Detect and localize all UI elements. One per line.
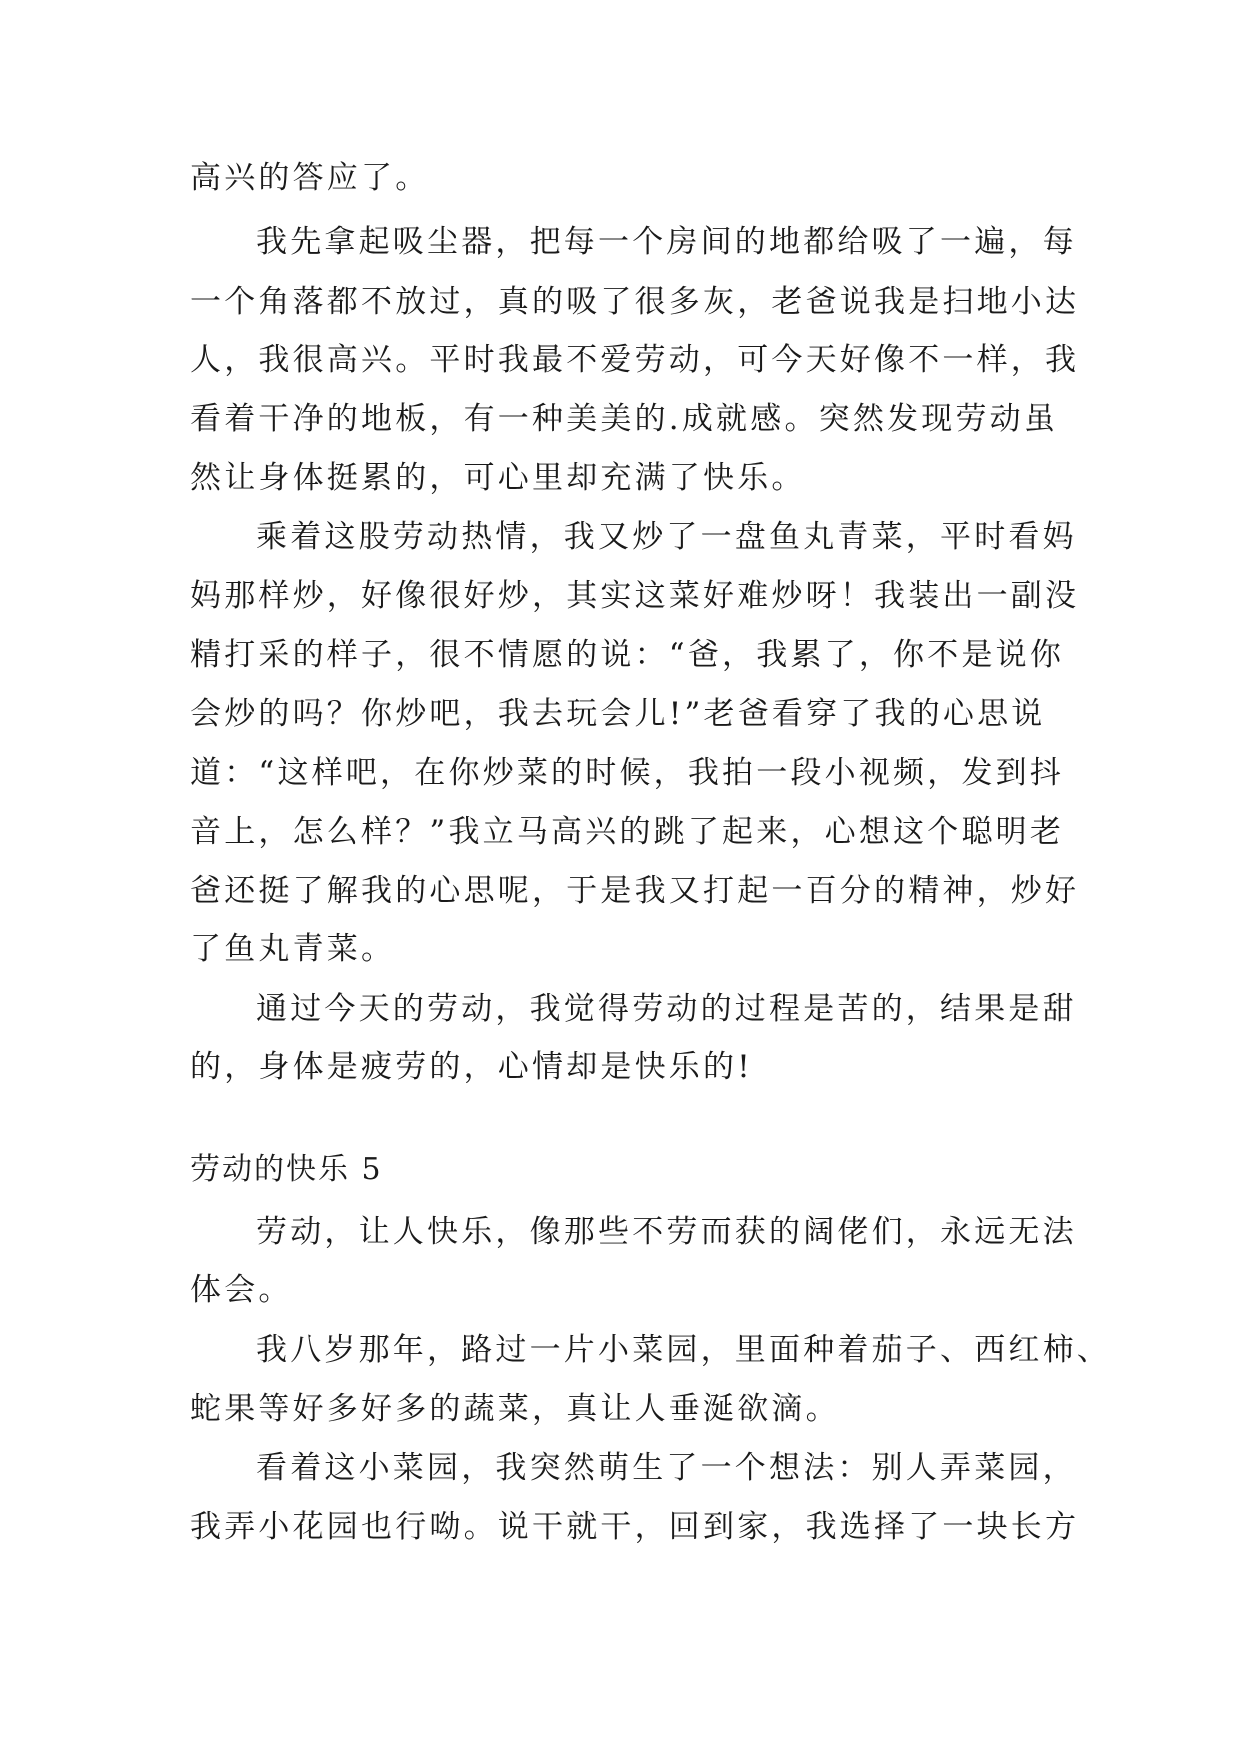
text-line: 音上，怎么样？”我立马高兴的跳了起来，心想这个聪明老 bbox=[190, 814, 1065, 850]
text-line: 我弄小花园也行呦。说干就干，回到家，我选择了一块长方 bbox=[190, 1509, 1080, 1545]
text-line: 会炒的吗？你炒吧，我去玩会儿!”老爸看穿了我的心思说 bbox=[190, 696, 1046, 732]
text-line: 一个角落都不放过，真的吸了很多灰，老爸说我是扫地小达 bbox=[190, 284, 1080, 320]
text-line: 看着干净的地板，有一种美美的.成就感。突然发现劳动虽 bbox=[190, 401, 1059, 437]
text-line: 然让身体挺累的，可心里却充满了快乐。 bbox=[190, 460, 806, 496]
text-line: 体会。 bbox=[190, 1272, 293, 1308]
text-line: 蛇果等好多好多的蔬菜，真让人垂涎欲滴。 bbox=[190, 1391, 840, 1427]
paragraph-first-line: 乘着这股劳动热情，我又炒了一盘鱼丸青菜，平时看妈 bbox=[256, 519, 1077, 555]
text-line: 爸还挺了解我的心思呢，于是我又打起一百分的精神，炒好 bbox=[190, 873, 1080, 909]
paragraph-first-line: 我先拿起吸尘器，把每一个房间的地都给吸了一遍，每 bbox=[256, 224, 1077, 260]
text-line: 妈那样炒，好像很好炒，其实这菜好难炒呀！我装出一副没 bbox=[190, 578, 1080, 614]
text-line: 的，身体是疲劳的，心情却是快乐的! bbox=[190, 1049, 753, 1085]
section-heading: 劳动的快乐 5 bbox=[190, 1152, 383, 1187]
text-line: 精打采的样子，很不情愿的说：“爸，我累了，你不是说你 bbox=[190, 637, 1065, 673]
text-line: 道：“这样吧，在你炒菜的时候，我拍一段小视频，发到抖 bbox=[190, 755, 1065, 791]
text-line: 高兴的答应了。 bbox=[190, 160, 430, 196]
paragraph-first-line: 看着这小菜园，我突然萌生了一个想法：别人弄菜园， bbox=[256, 1450, 1077, 1486]
text-line: 了鱼丸青菜。 bbox=[190, 931, 396, 967]
paragraph-first-line: 通过今天的劳动，我觉得劳动的过程是苦的，结果是甜 bbox=[256, 991, 1077, 1027]
paragraph-first-line: 劳动，让人快乐，像那些不劳而获的阔佬们，永远无法 bbox=[256, 1214, 1077, 1250]
text-line: 人，我很高兴。平时我最不爱劳动，可今天好像不一样，我 bbox=[190, 342, 1080, 378]
paragraph-first-line: 我八岁那年，路过一片小菜园，里面种着茄子、西红柿、 bbox=[256, 1332, 1111, 1368]
